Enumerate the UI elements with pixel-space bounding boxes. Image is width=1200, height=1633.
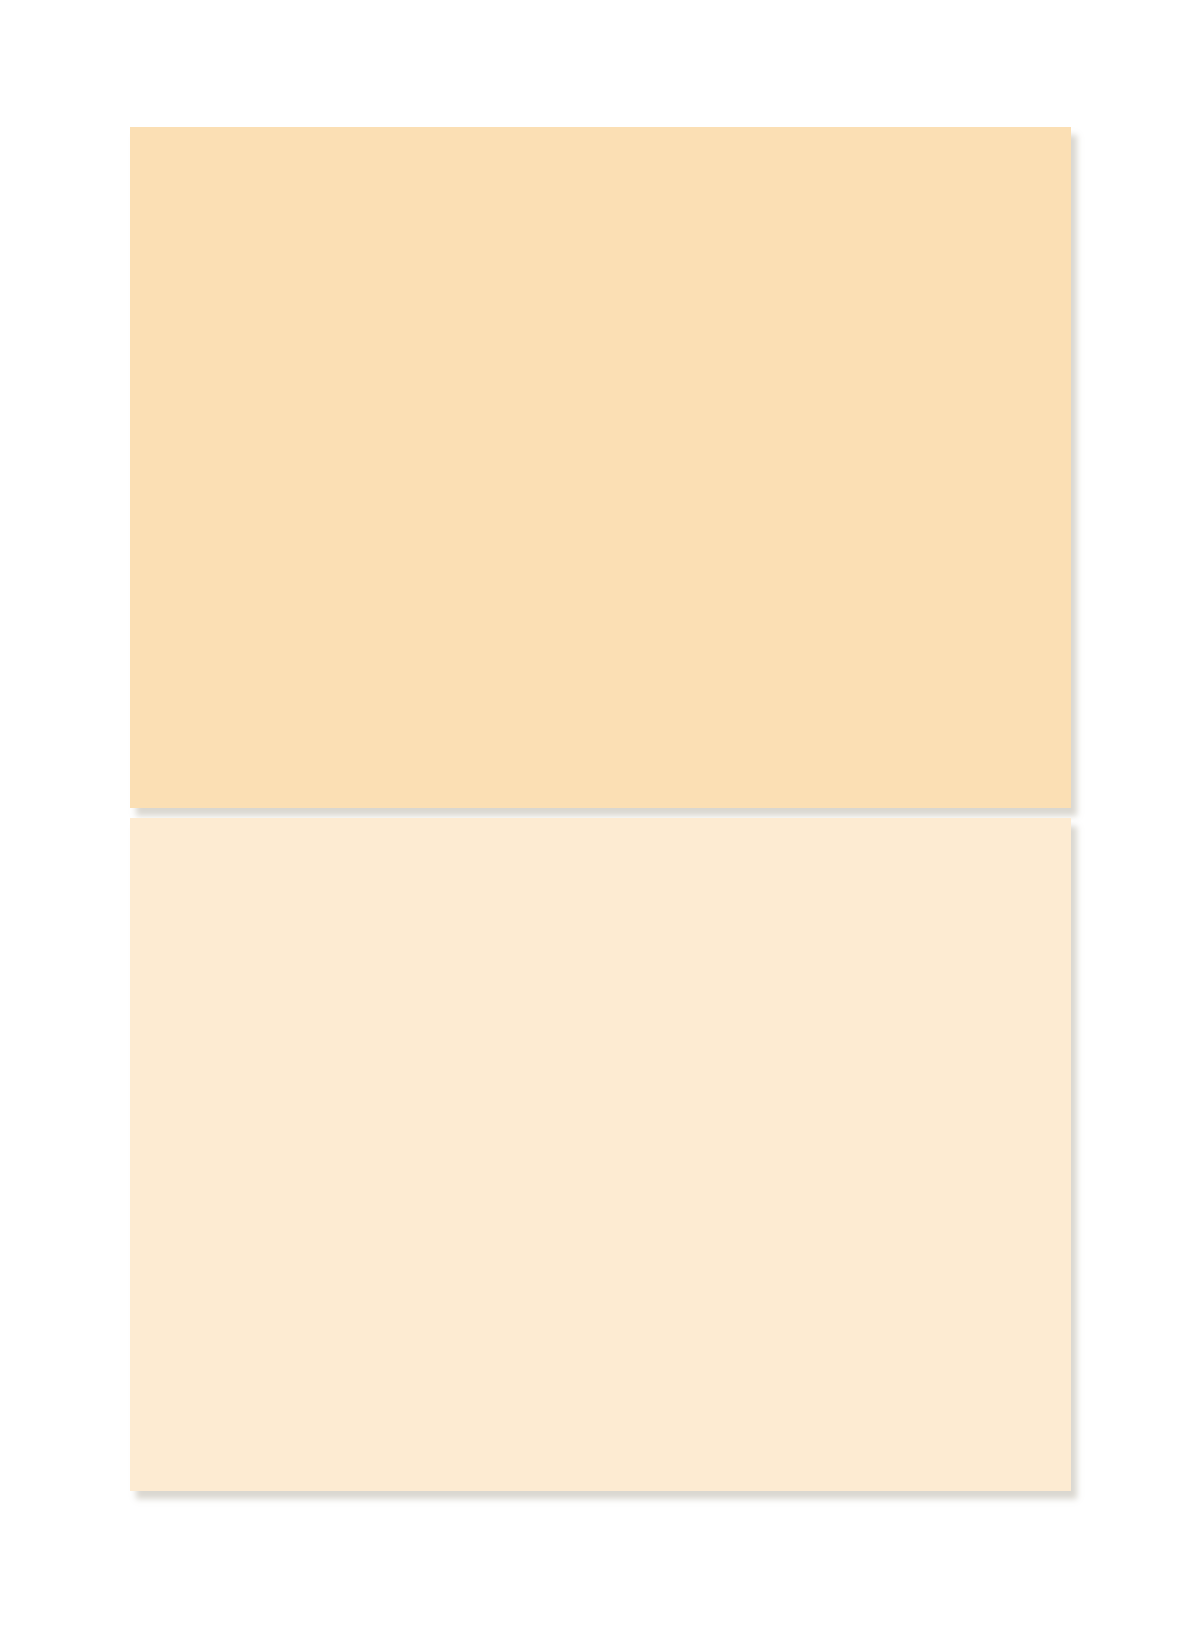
weekly-notes-sheet xyxy=(130,127,1071,808)
weekly-planner-sheet xyxy=(130,818,1071,1491)
